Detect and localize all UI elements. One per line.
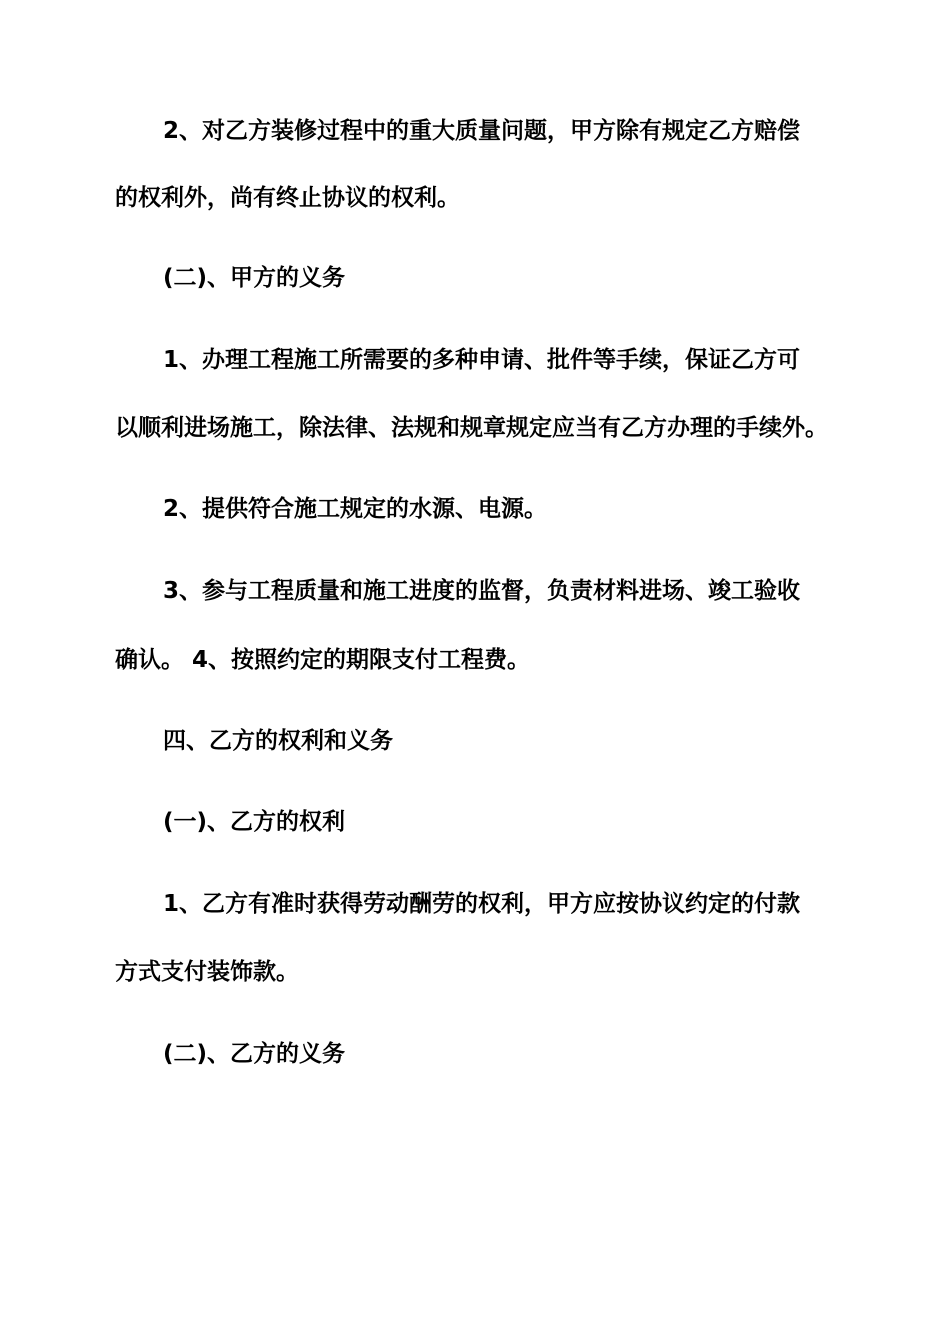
paragraph-line: 以顺利进场施工，除法律、法规和规章规定应当有乙方办理的手续外。 — [115, 415, 828, 441]
section-heading: (一)、乙方的权利 — [163, 809, 346, 835]
paragraph-line: 2、对乙方装修过程中的重大质量问题，甲方除有规定乙方赔偿 — [163, 118, 801, 144]
section-heading: 四、乙方的权利和义务 — [163, 728, 393, 754]
section-heading: (二)、甲方的义务 — [163, 265, 346, 291]
paragraph-line: 2、提供符合施工规定的水源、电源。 — [163, 496, 548, 522]
paragraph-line: 的权利外，尚有终止协议的权利。 — [115, 185, 460, 211]
section-heading: (二)、乙方的义务 — [163, 1041, 346, 1067]
paragraph-line: 3、参与工程质量和施工进度的监督，负责材料进场、竣工验收 — [163, 578, 801, 604]
paragraph-line: 确认。 4、按照约定的期限支付工程费。 — [115, 647, 531, 673]
paragraph-line: 方式支付装饰款。 — [115, 959, 299, 985]
paragraph-line: 1、办理工程施工所需要的多种申请、批件等手续，保证乙方可 — [163, 347, 801, 373]
paragraph-line: 1、乙方有准时获得劳动酬劳的权利，甲方应按协议约定的付款 — [163, 891, 801, 917]
